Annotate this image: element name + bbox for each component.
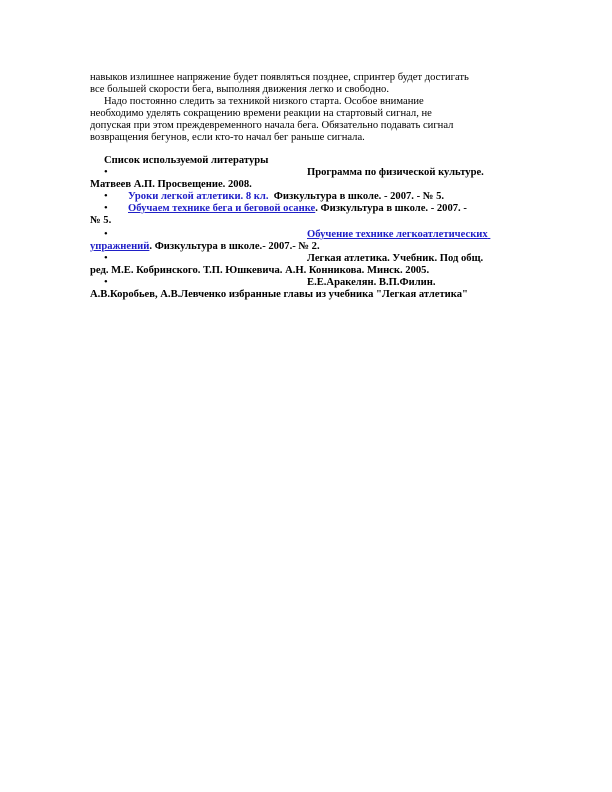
bullet-4: • <box>104 229 108 240</box>
bib-item-5-line-2: ред. М.Е. Кобринского. Т.П. Юшкевича. А.Н. Конникова. Минск. 2005. <box>90 265 430 276</box>
body-line-3: Надо постоянно следить за техникой низкого старта. Особое внимание <box>104 96 424 107</box>
bib-item-3-line-1 <box>128 203 467 215</box>
bib-item-1-line-2: Матвеев А.П. Просвещение. 2008. <box>90 179 252 190</box>
bib-item-4-link-part-2[interactable]: упражнений <box>90 241 150 252</box>
bullet-5: • <box>104 253 108 264</box>
bib-item-6-line-2: А.В.Коробьев, А.В.Левченко избранные главы из учебника "Легкая атлетика" <box>90 289 468 300</box>
bullet-1: • <box>104 167 108 178</box>
body-line-1: навыков излишнее напряжение будет появляться позднее, спринтер будет достигать <box>90 72 469 83</box>
body-line-2: все большей скорости бега, выполняя движения легко и свободно. <box>90 84 389 95</box>
bib-item-6-line-1: Е.Е.Аракелян. В.П.Филин. <box>307 277 436 288</box>
bib-item-3-link[interactable]: Обучаем технике бега и беговой осанке <box>128 203 316 214</box>
bullet-6: • <box>104 277 108 288</box>
bib-item-3-line-2: № 5. <box>90 215 112 226</box>
bib-item-3-rest: . Физкультура в школе. - 2007. - <box>315 203 467 214</box>
bullet-2: • <box>104 191 108 202</box>
bib-item-2-rest: Физкультура в школе. - 2007. - № 5. <box>273 191 445 202</box>
bib-item-4-line-2 <box>90 241 320 253</box>
body-line-5: допуская при этом преждевременного начала бега. Обязательно подавать сигнал <box>90 120 454 131</box>
body-line-6: возвращения бегунов, если кто-то начал бег раньше сигнала. <box>90 132 365 143</box>
bib-item-1-line-1: Программа по физической культуре. <box>307 167 484 178</box>
bullet-3: • <box>104 203 108 214</box>
bib-item-4-link-part-1[interactable]: Обучение технике легкоатлетических <box>307 229 488 240</box>
bib-item-2-line <box>128 191 444 203</box>
bib-item-4-line-1 <box>307 229 490 241</box>
bib-item-4-rest: . Физкультура в школе.- 2007.- № 2. <box>149 241 320 252</box>
body-line-4: необходимо уделять сокращению времени реакции на стартовый сигнал, не <box>90 108 432 119</box>
bibliography-heading: Список используемой литературы <box>104 155 269 166</box>
bib-item-2-link[interactable]: Уроки легкой атлетики. 8 кл. <box>128 191 269 202</box>
bib-item-5-line-1: Легкая атлетика. Учебник. Под общ. <box>307 253 484 264</box>
